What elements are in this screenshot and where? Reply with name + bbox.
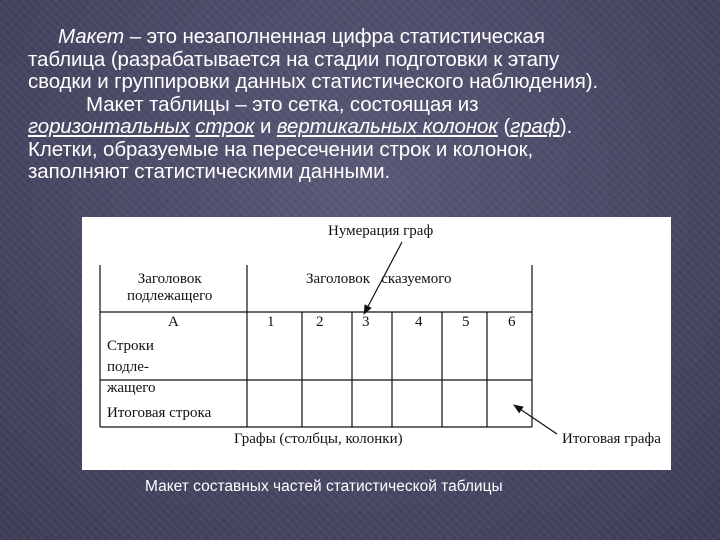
- column-numbering-label: Нумерация граф: [328, 223, 434, 239]
- column-number-4: 4: [415, 314, 423, 330]
- word-horizontal: горизонтальных: [28, 115, 190, 138]
- column-number-6: 6: [508, 314, 516, 330]
- word-rows: строк: [195, 115, 255, 138]
- term-maket: Макет: [58, 25, 125, 48]
- p2-line2: [28, 116, 708, 139]
- paren-close: ).: [559, 115, 573, 138]
- total-column-label: Итоговая графа: [562, 431, 661, 447]
- p1-line2: таблица (разрабатывается на стадии подготовки к этапу: [28, 47, 560, 71]
- predicate-header: Заголовок сказуемого: [306, 271, 452, 287]
- p1-line3: сводки и группировки данных статистического наблюдения).: [28, 70, 599, 93]
- paragraph-1: [28, 26, 708, 49]
- p2-line3: Клетки, образуемые на пересечении строк и колонок,: [28, 137, 534, 161]
- p2-line4: заполняют статистическими данными.: [28, 160, 391, 183]
- column-number-5: 5: [462, 314, 470, 330]
- column-a-label: А: [168, 314, 179, 330]
- subject-header: Заголовок подлежащего: [127, 271, 213, 304]
- rows-label: Строки подле- жащего: [107, 338, 156, 396]
- main-text: [28, 26, 708, 184]
- figure-caption: Макет составных частей статистической таблицы: [145, 478, 503, 495]
- table-layout-figure: [82, 217, 671, 470]
- column-number-1: 1: [267, 314, 275, 330]
- word-graf: граф: [510, 115, 560, 138]
- column-number-2: 2: [316, 314, 324, 330]
- columns-label: Графы (столбцы, колонки): [234, 431, 403, 447]
- p1-line1: – это незаполненная цифра статистическая: [124, 25, 545, 48]
- total-column-arrow: [514, 405, 557, 434]
- word-and: и: [254, 115, 277, 138]
- column-number-3: 3: [362, 314, 370, 330]
- paren-open: (: [497, 115, 511, 138]
- total-row-label: Итоговая строка: [107, 405, 212, 421]
- word-vertical-columns: вертикальных колонок: [276, 115, 498, 138]
- p2-line1: Макет таблицы – это сетка, состоящая из: [86, 92, 479, 116]
